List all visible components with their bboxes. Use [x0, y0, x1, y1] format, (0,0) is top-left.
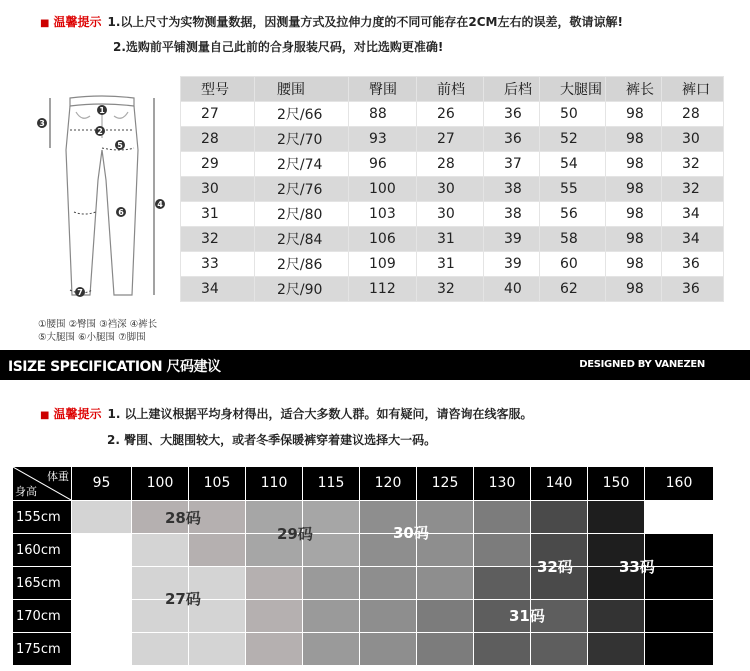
fit-cell — [645, 633, 713, 665]
fit-cell — [474, 633, 530, 665]
size-table-cell: 34 — [662, 202, 724, 227]
size-table-cell: 27 — [417, 127, 484, 152]
size-table-cell: 62 — [540, 277, 606, 302]
suggestion-tip-label: 温馨提示 — [53, 407, 102, 421]
col-header: 臀围 — [349, 77, 417, 102]
fit-cell — [588, 633, 644, 665]
fit-cell — [645, 600, 713, 632]
size-table-cell: 2尺/90 — [255, 277, 349, 302]
height-label: 175cm — [13, 633, 71, 665]
size-table-cell: 31 — [181, 202, 255, 227]
weight-header: 125 — [417, 467, 473, 500]
marker-3: 3 — [39, 119, 45, 128]
corner-weight-label: 体重 — [47, 470, 69, 483]
size-table-cell: 58 — [540, 227, 606, 252]
marker-6: 6 — [118, 208, 124, 217]
square-bullet-icon: ■ — [40, 410, 50, 421]
size-zone-label: 27码 — [165, 590, 201, 608]
weight-header: 105 — [189, 467, 245, 500]
size-table-cell: 37 — [484, 152, 540, 177]
size-table-cell: 2尺/70 — [255, 127, 349, 152]
size-table-cell: 38 — [484, 202, 540, 227]
notice-line-1 — [40, 13, 623, 30]
col-header: 裤长 — [606, 77, 662, 102]
height-label: 155cm — [13, 501, 71, 533]
fit-cell — [417, 567, 473, 599]
suggestion-line-1 — [40, 405, 533, 422]
size-zone-label: 32码 — [537, 558, 573, 576]
col-header: 型号 — [181, 77, 255, 102]
fit-cell — [474, 567, 530, 599]
size-table-cell: 30 — [417, 202, 484, 227]
fit-grid — [13, 467, 713, 667]
size-table-cell: 55 — [540, 177, 606, 202]
size-table-cell: 33 — [181, 252, 255, 277]
size-table-cell: 112 — [349, 277, 417, 302]
weight-header: 95 — [72, 467, 131, 500]
weight-header: 140 — [531, 467, 587, 500]
fit-cell — [588, 600, 644, 632]
size-table-cell: 93 — [349, 127, 417, 152]
suggestion-line-2: 2. 臀围、大腿围较大，或者冬季保暖裤穿着建议选择大一码。 — [107, 433, 437, 447]
size-table-cell: 30 — [181, 177, 255, 202]
size-table-cell: 39 — [484, 252, 540, 277]
size-table-cell: 34 — [662, 227, 724, 252]
size-table-cell: 98 — [606, 202, 662, 227]
size-table-cell: 96 — [349, 152, 417, 177]
size-table-cell: 36 — [662, 252, 724, 277]
fit-cell — [474, 534, 530, 566]
weight-header: 115 — [303, 467, 359, 500]
size-table-cell: 30 — [662, 127, 724, 152]
size-table-cell: 100 — [349, 177, 417, 202]
pants-diagram — [30, 90, 175, 310]
size-table-cell: 31 — [417, 252, 484, 277]
size-table-row — [181, 127, 724, 152]
size-table-header — [181, 77, 724, 102]
notice-text-1: 1.以上尺寸为实物测量数据，因测量方式及拉伸力度的不同可能存在2CM左右的误差，敬请谅解! — [107, 15, 623, 29]
fit-cell — [246, 633, 302, 665]
fit-cell — [189, 534, 245, 566]
notice-tip-label: 温馨提示 — [53, 15, 102, 29]
pants-outline-icon — [30, 90, 175, 310]
suggestion-text-1: 1. 以上建议根据平均身材得出，适合大多数人群。如有疑问，请咨询在线客服。 — [107, 407, 533, 421]
size-spec-banner — [0, 350, 750, 380]
fit-cell — [645, 567, 713, 599]
size-table-cell: 32 — [417, 277, 484, 302]
weight-header: 120 — [360, 467, 416, 500]
fit-cell — [246, 567, 302, 599]
marker-7: 7 — [77, 288, 83, 297]
height-label: 160cm — [13, 534, 71, 566]
fit-cell — [645, 501, 713, 533]
size-table-cell: 98 — [606, 102, 662, 127]
weight-header: 130 — [474, 467, 530, 500]
size-table-row — [181, 227, 724, 252]
size-table-cell: 54 — [540, 152, 606, 177]
size-table-cell: 2尺/74 — [255, 152, 349, 177]
col-header: 裤口 — [662, 77, 724, 102]
size-zone-label: 28码 — [165, 509, 201, 527]
size-table-cell: 28 — [417, 152, 484, 177]
fit-cell — [303, 633, 359, 665]
fit-cell — [132, 534, 188, 566]
fit-cell — [588, 501, 644, 533]
size-table-cell: 36 — [484, 102, 540, 127]
fit-cell — [72, 600, 131, 632]
size-table-cell: 98 — [606, 252, 662, 277]
fit-cell — [474, 501, 530, 533]
fit-cell — [531, 501, 587, 533]
size-table-cell: 98 — [606, 152, 662, 177]
notice-line-2: 2.选购前平铺测量自己此前的合身服装尺码，对比选购更准确! — [113, 40, 444, 54]
col-header: 后档 — [484, 77, 540, 102]
size-table-cell: 50 — [540, 102, 606, 127]
size-zone-label: 33码 — [619, 558, 655, 576]
size-table-cell: 28 — [181, 127, 255, 152]
marker-5: 5 — [117, 141, 123, 150]
size-table-cell: 109 — [349, 252, 417, 277]
size-table-cell: 36 — [662, 277, 724, 302]
size-table-cell: 2尺/84 — [255, 227, 349, 252]
marker-2: 2 — [97, 127, 103, 136]
fit-cell — [132, 633, 188, 665]
size-table-cell: 34 — [181, 277, 255, 302]
size-table-cell: 40 — [484, 277, 540, 302]
size-table-row — [181, 102, 724, 127]
diagram-legend-2: ⑤大腿围 ⑥小腿围 ⑦脚围 — [38, 332, 146, 343]
fit-cell — [72, 501, 131, 533]
size-zone-label: 31码 — [509, 607, 545, 625]
size-table-cell: 98 — [606, 127, 662, 152]
size-table-cell: 56 — [540, 202, 606, 227]
corner-height-label: 身高 — [15, 485, 37, 498]
weight-header: 150 — [588, 467, 644, 500]
size-table-row — [181, 152, 724, 177]
fit-cell — [417, 633, 473, 665]
marker-4: 4 — [157, 200, 163, 209]
fit-cell — [360, 600, 416, 632]
col-header: 大腿围 — [540, 77, 606, 102]
size-table-cell: 32 — [181, 227, 255, 252]
height-label: 170cm — [13, 600, 71, 632]
size-table-row — [181, 202, 724, 227]
size-zone-label: 30码 — [393, 524, 429, 542]
size-table-row — [181, 277, 724, 302]
size-table-cell: 36 — [484, 127, 540, 152]
fit-cell — [645, 534, 713, 566]
size-table — [180, 76, 724, 302]
size-table-cell: 30 — [417, 177, 484, 202]
square-bullet-icon: ■ — [40, 18, 50, 29]
size-table-cell: 98 — [606, 177, 662, 202]
size-table-cell: 98 — [606, 277, 662, 302]
grid-corner — [13, 467, 71, 500]
marker-1: 1 — [99, 106, 105, 115]
size-table-cell: 32 — [662, 177, 724, 202]
fit-cell — [189, 633, 245, 665]
diagram-legend-1: ①腰围 ②臀围 ③裆深 ④裤长 — [38, 319, 158, 330]
fit-cell — [417, 600, 473, 632]
height-label: 165cm — [13, 567, 71, 599]
col-header: 前档 — [417, 77, 484, 102]
size-table-cell: 106 — [349, 227, 417, 252]
fit-cell — [360, 633, 416, 665]
size-table-cell: 29 — [181, 152, 255, 177]
fit-cell — [72, 567, 131, 599]
size-table-cell: 2尺/86 — [255, 252, 349, 277]
size-table-cell: 27 — [181, 102, 255, 127]
size-table-cell: 52 — [540, 127, 606, 152]
size-table-cell: 103 — [349, 202, 417, 227]
size-table-row — [181, 252, 724, 277]
size-table-cell: 26 — [417, 102, 484, 127]
weight-header: 160 — [645, 467, 713, 500]
size-table-cell: 2尺/76 — [255, 177, 349, 202]
size-table-cell: 28 — [662, 102, 724, 127]
col-header: 腰围 — [255, 77, 349, 102]
fit-cell — [531, 633, 587, 665]
banner-title: ISIZE SPECIFICATION 尺码建议 — [8, 359, 221, 375]
size-table-cell: 2尺/80 — [255, 202, 349, 227]
fit-cell — [360, 567, 416, 599]
banner-designer: DESIGNED BY VANEZEN — [579, 359, 705, 370]
fit-cell — [303, 567, 359, 599]
size-zone-label: 29码 — [277, 525, 313, 543]
size-table-cell: 2尺/66 — [255, 102, 349, 127]
weight-header: 100 — [132, 467, 188, 500]
fit-cell — [246, 600, 302, 632]
size-table-cell: 31 — [417, 227, 484, 252]
fit-cell — [72, 534, 131, 566]
size-table-cell: 38 — [484, 177, 540, 202]
fit-cell — [303, 600, 359, 632]
size-table-cell: 88 — [349, 102, 417, 127]
size-table-cell: 39 — [484, 227, 540, 252]
size-table-cell: 32 — [662, 152, 724, 177]
size-table-cell: 60 — [540, 252, 606, 277]
fit-cell — [72, 633, 131, 665]
size-table-row — [181, 177, 724, 202]
size-table-cell: 98 — [606, 227, 662, 252]
weight-header: 110 — [246, 467, 302, 500]
